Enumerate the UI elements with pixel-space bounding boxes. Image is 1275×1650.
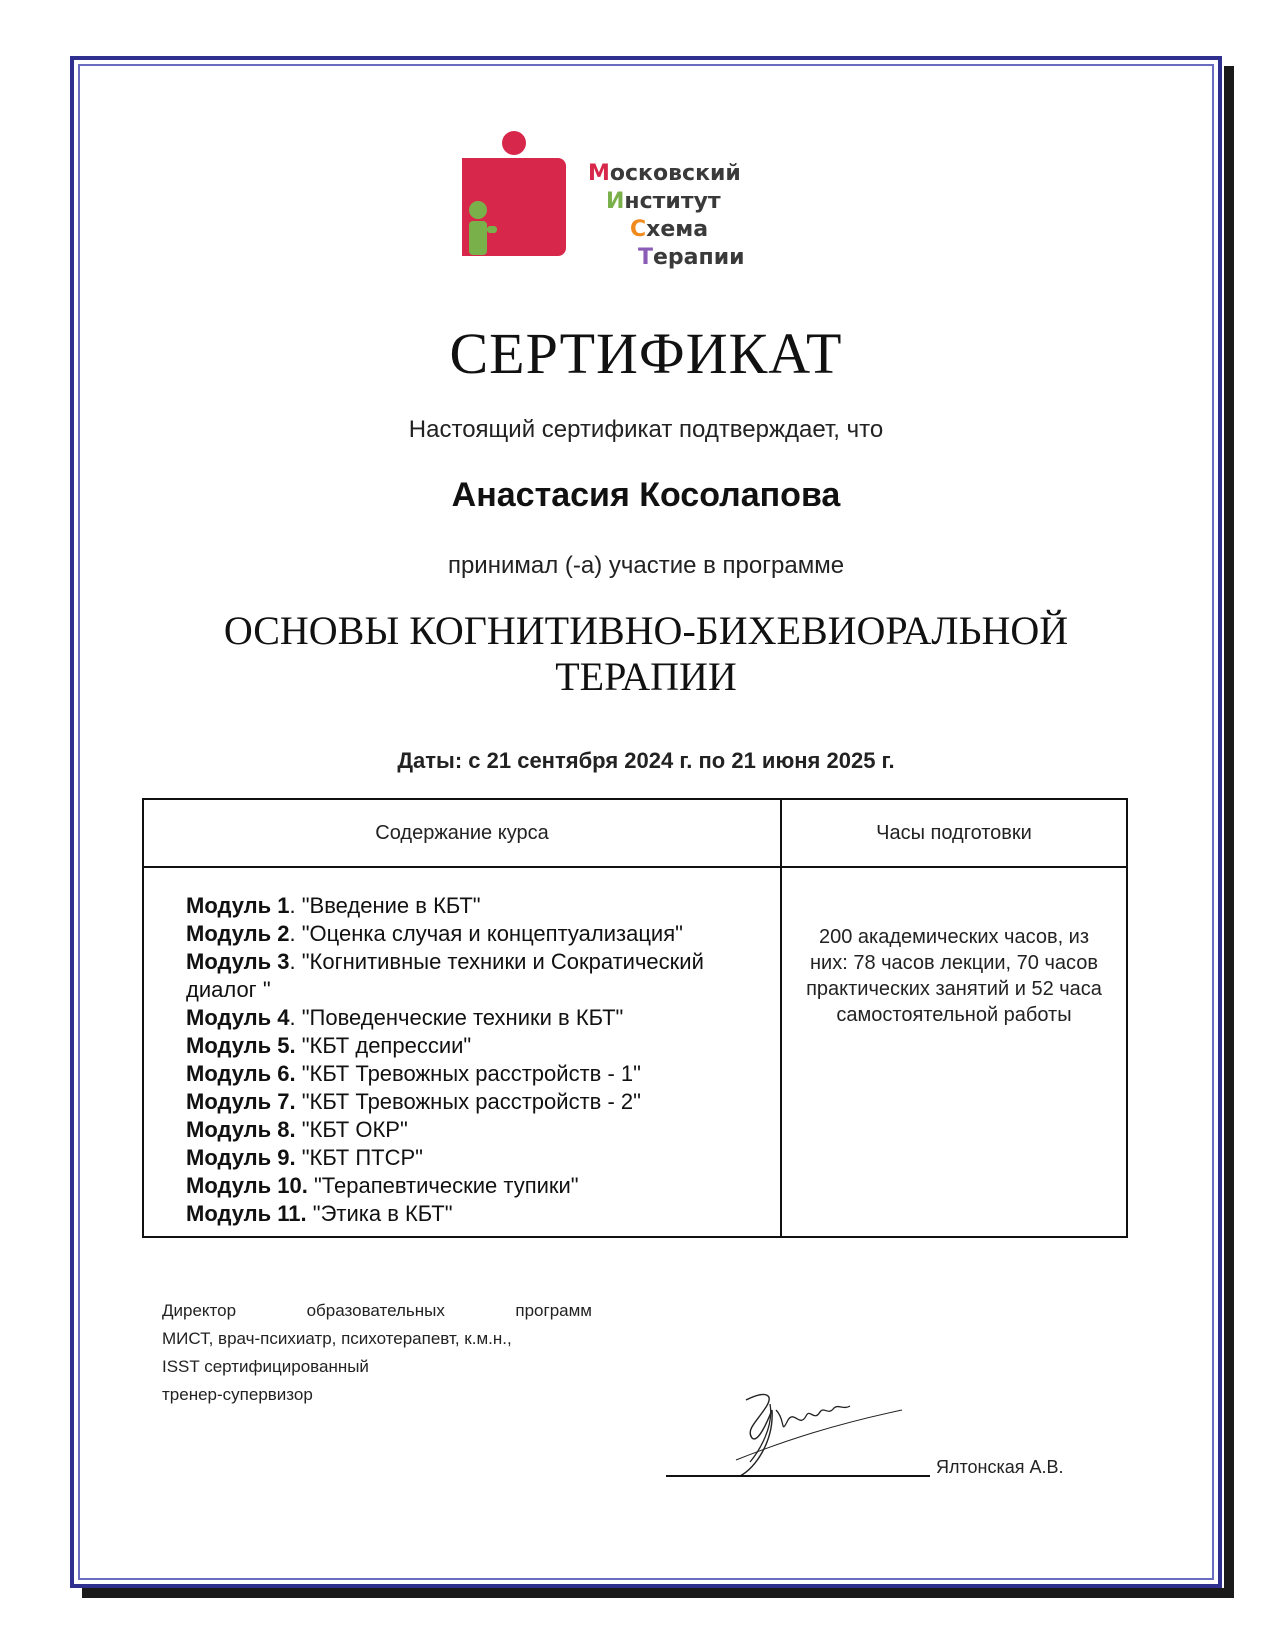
module-label: Модуль 1 xyxy=(186,893,290,918)
recipient-name: Анастасия Косолапова xyxy=(451,476,841,514)
module-title: "КБТ Тревожных расстройств - 2" xyxy=(295,1089,641,1114)
intro-text: Настоящий сертификат подтверждает, что xyxy=(408,416,884,443)
module-title: . "Оценка случая и концептуализация" xyxy=(289,921,683,946)
module-item xyxy=(186,1116,776,1144)
director-line: ISST сертифицированный xyxy=(162,1357,369,1376)
program-title xyxy=(70,608,1222,700)
header-course-content: Содержание курса xyxy=(375,822,549,844)
module-title: "КБТ ОКР" xyxy=(295,1117,408,1142)
module-item xyxy=(186,1144,776,1172)
module-item xyxy=(186,1060,776,1088)
module-title: "Этика в КБТ" xyxy=(306,1201,453,1226)
module-title: . "Поведенческие техники в КБТ" xyxy=(289,1005,624,1030)
module-title: . "Когнитивные техники и Сократический диалог " xyxy=(186,949,704,1002)
logo-word: ерапии xyxy=(653,245,745,270)
module-item xyxy=(186,1004,776,1032)
logo-word: нститут xyxy=(624,189,721,214)
logo-line-2 xyxy=(588,188,745,216)
table-header-divider xyxy=(144,866,1126,868)
module-title: "Терапевтические тупики" xyxy=(307,1173,579,1198)
logo-line-3 xyxy=(588,216,745,244)
certificate-title: СЕРТИФИКАТ xyxy=(449,321,843,386)
training-hours-text: 200 академических часов, из них: 78 часов лекции, 70 часов практических занятий и 52 часа самостоятельной работы xyxy=(806,926,1102,1026)
module-label: Модуль 2 xyxy=(186,921,290,946)
module-label: Модуль 9. xyxy=(186,1145,296,1170)
module-item xyxy=(186,1088,776,1116)
program-dates: Даты: с 21 сентября 2024 г. по 21 июня 2025 г. xyxy=(397,748,895,773)
logo-line-4 xyxy=(588,244,745,272)
director-line: МИСТ, врач-психиатр, психотерапевт, к.м.н., xyxy=(162,1329,512,1348)
handwritten-signature xyxy=(716,1380,916,1480)
logo-figure-icon xyxy=(462,130,582,280)
module-label: Модуль 11. xyxy=(186,1201,307,1226)
module-item xyxy=(186,892,776,920)
module-title: "КБТ ПТСР" xyxy=(295,1145,423,1170)
module-title: . "Введение в КБТ" xyxy=(289,893,481,918)
logo-initial: Т xyxy=(638,245,654,270)
module-list xyxy=(186,892,776,1228)
module-item xyxy=(186,1172,776,1200)
module-title: "КБТ депрессии" xyxy=(295,1033,472,1058)
program-title-line-1: ОСНОВЫ КОГНИТИВНО-БИХЕВИОРАЛЬНОЙ xyxy=(223,608,1069,653)
header-training-hours: Часы подготовки xyxy=(876,822,1032,844)
module-item xyxy=(186,1032,776,1060)
module-label: Модуль 6. xyxy=(186,1061,296,1086)
module-item xyxy=(186,948,776,1004)
module-label: Модуль 7. xyxy=(186,1089,296,1114)
program-title-line-2: ТЕРАПИИ xyxy=(555,654,737,699)
module-item xyxy=(186,1200,776,1228)
director-credentials xyxy=(162,1297,592,1409)
module-label: Модуль 10. xyxy=(186,1173,308,1198)
module-label: Модуль 8. xyxy=(186,1117,296,1142)
module-title: "КБТ Тревожных расстройств - 1" xyxy=(295,1061,641,1086)
logo-initial: И xyxy=(606,189,625,214)
logo-initial: С xyxy=(630,217,647,242)
module-label: Модуль 4 xyxy=(186,1005,290,1030)
module-label: Модуль 3 xyxy=(186,949,290,974)
logo-initial: М xyxy=(588,161,610,186)
director-line: тренер-супервизор xyxy=(162,1385,313,1404)
signature-line xyxy=(666,1475,930,1477)
logo-word: хема xyxy=(646,217,709,242)
participation-text: принимал (-а) участие в программе xyxy=(447,552,845,579)
logo-word: осковский xyxy=(609,161,741,186)
course-table xyxy=(142,798,1128,1238)
module-label: Модуль 5. xyxy=(186,1033,296,1058)
institute-logo xyxy=(462,130,782,280)
signer-name: Ялтонская А.В. xyxy=(936,1457,1064,1477)
logo-wordmark xyxy=(588,160,745,272)
module-item xyxy=(186,920,776,948)
director-line: Директор образовательных программ xyxy=(162,1301,592,1320)
logo-line-1 xyxy=(588,160,745,188)
